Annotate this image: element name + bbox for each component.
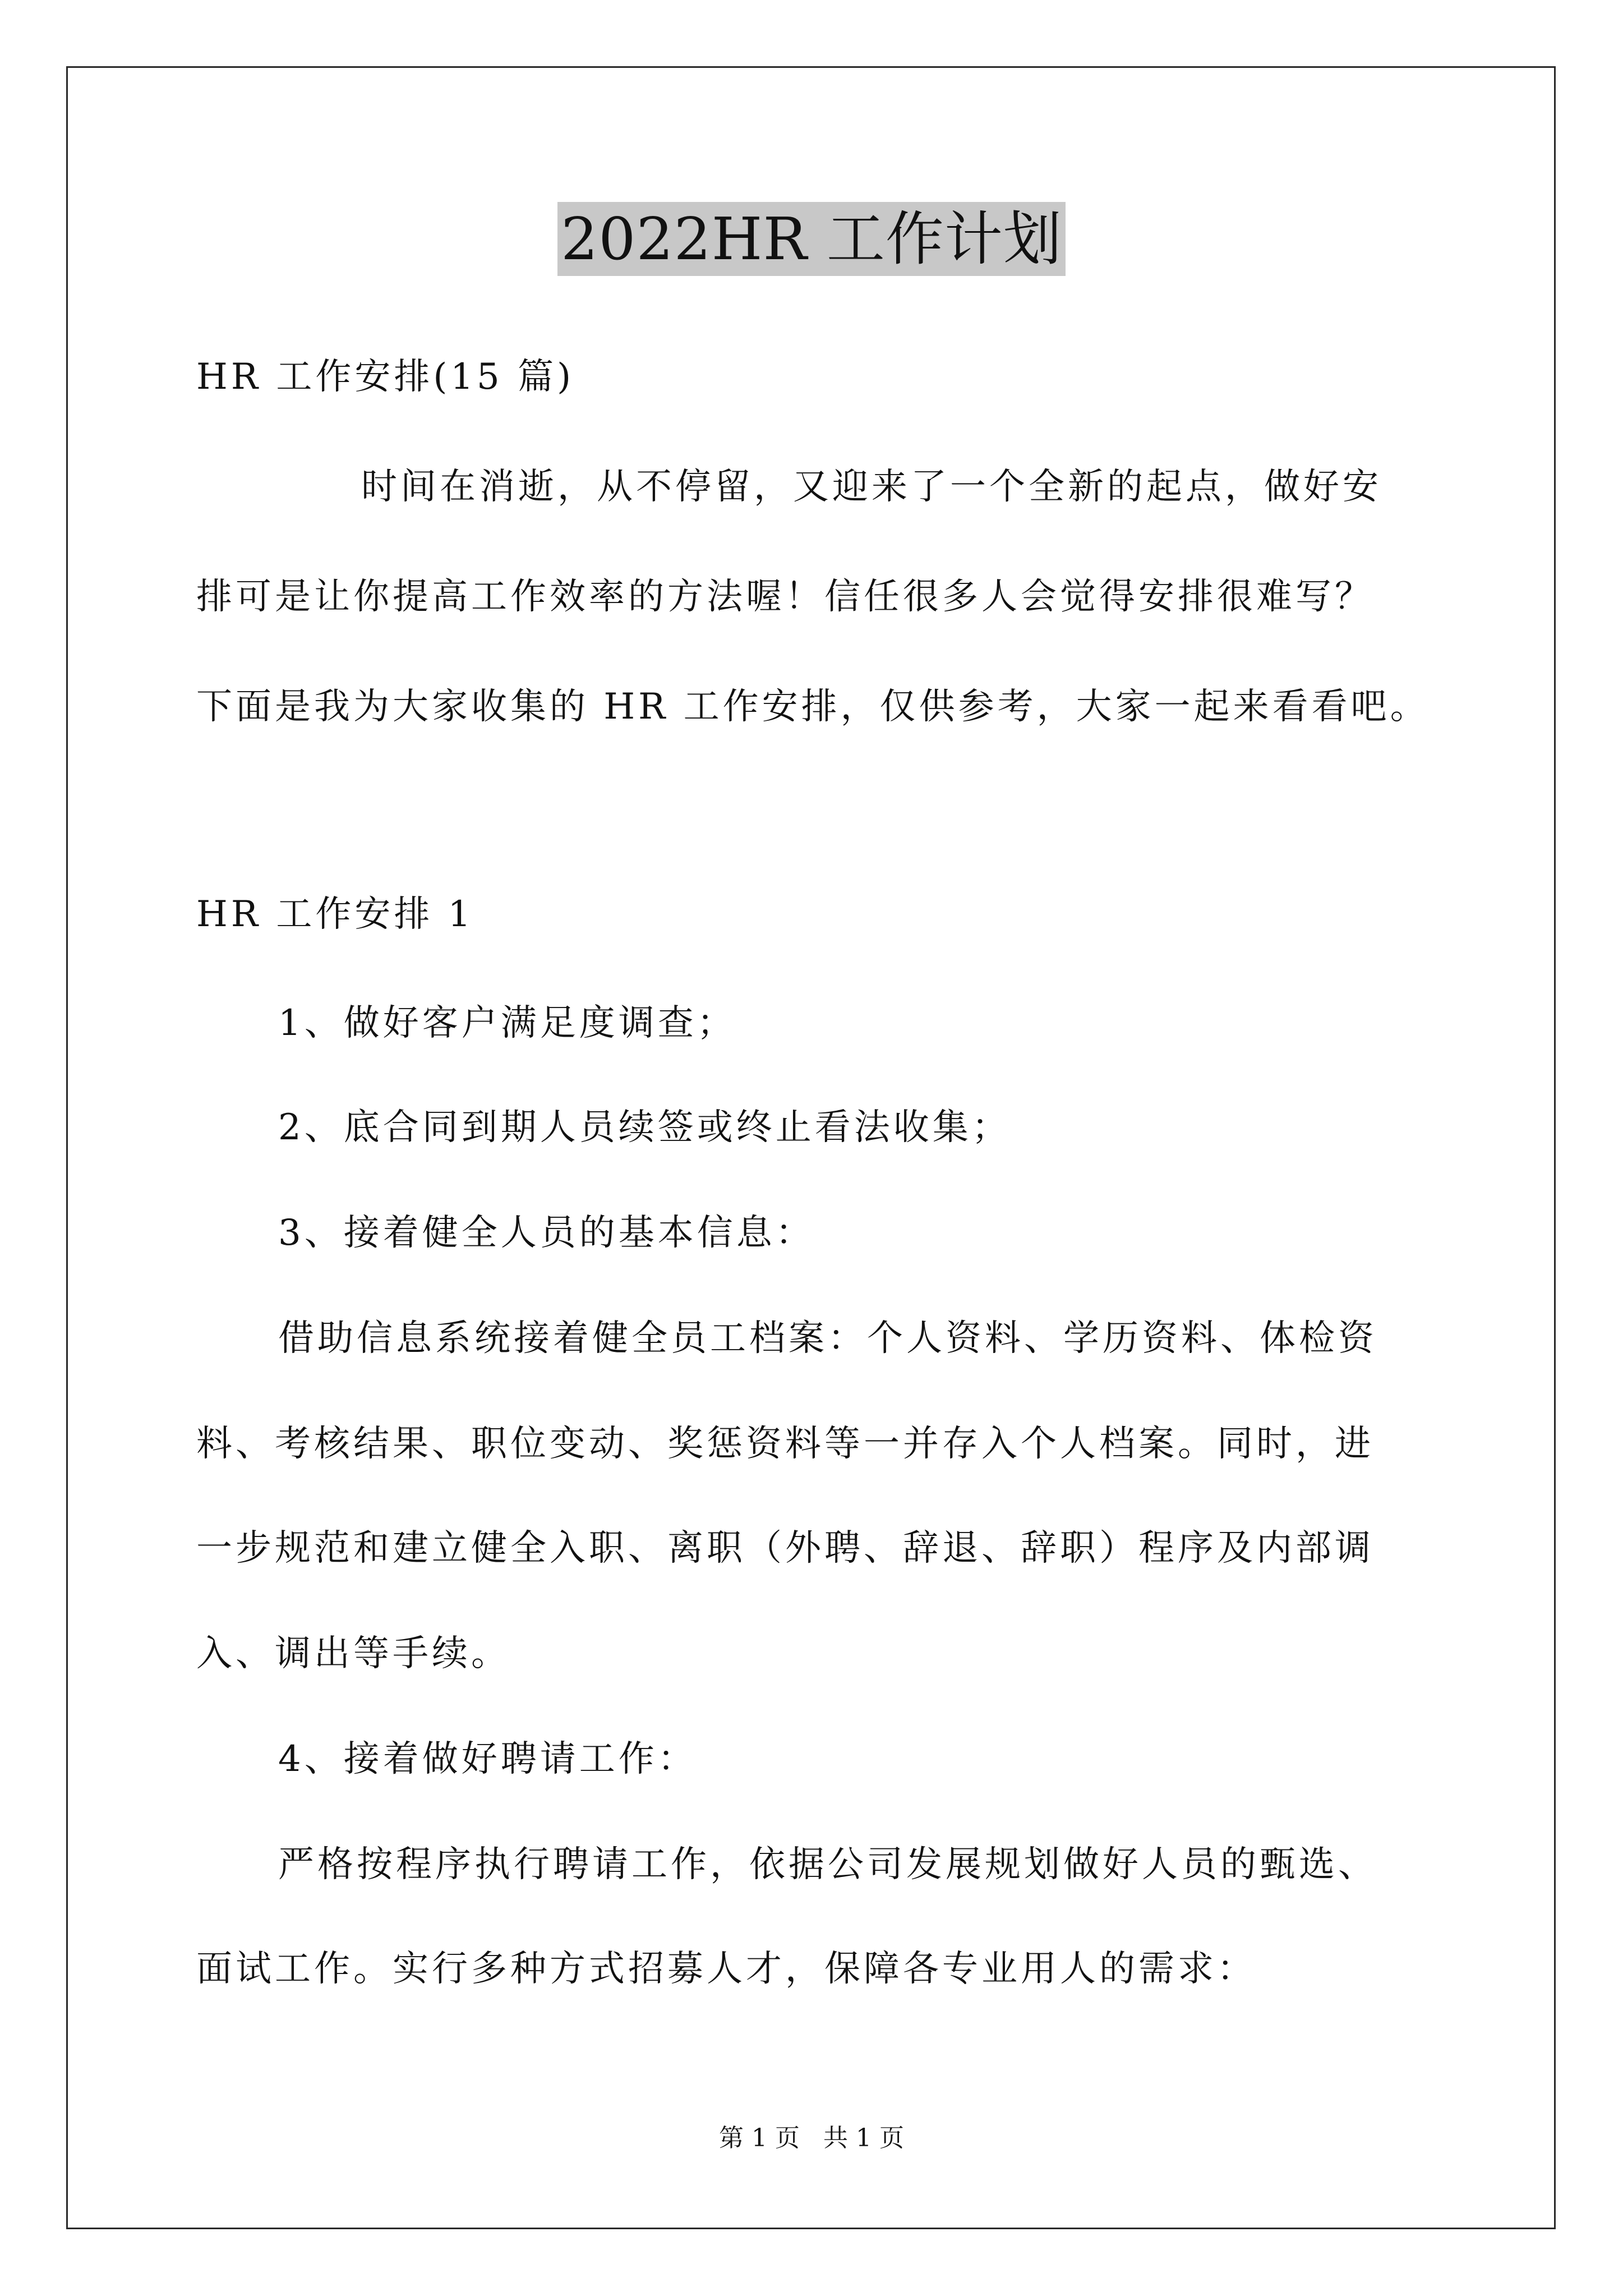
title-block: [0, 202, 1623, 276]
list-item: 2、底合同到期人员续签或终止看法收集；: [278, 1107, 1011, 1148]
body-paragraph-line: 面试工作。实行多种方式招募人才，保障各专业用人的需求：: [196, 1948, 1256, 1990]
list-item: 4、接着做好聘请工作：: [278, 1738, 697, 1780]
body-paragraph-line: 料、考核结果、职位变动、奖惩资料等一并存入个人档案。同时，进: [196, 1423, 1374, 1465]
page-footer: [0, 2123, 1623, 2154]
body-paragraph-line: 借助信息系统接着健全员工档案：个人资料、学历资料、体检资: [278, 1318, 1377, 1359]
body-paragraph-line: 一步规范和建立健全入职、离职（外聘、辞退、辞职）程序及内部调: [196, 1527, 1374, 1569]
subsection-heading: HR 工作安排 1: [196, 894, 474, 935]
intro-paragraph-line: 时间在消逝，从不停留，又迎来了一个全新的起点，做好安: [361, 466, 1382, 508]
page-number: 第 1 页: [719, 2124, 800, 2152]
list-item: 1、做好客户满足度调查；: [278, 1002, 736, 1044]
section-heading: HR 工作安排(15 篇): [196, 356, 575, 398]
page-total: 共 1 页: [823, 2124, 904, 2152]
body-paragraph-line: 严格按程序执行聘请工作，依据公司发展规划做好人员的甄选、: [278, 1844, 1377, 1885]
intro-paragraph-line: 下面是我为大家收集的 HR 工作安排，仅供参考，大家一起来看看吧。: [196, 686, 1430, 728]
document-title: 2022HR 工作计划: [557, 202, 1066, 276]
body-paragraph-line: 入、调出等手续。: [196, 1633, 510, 1674]
list-item: 3、接着健全人员的基本信息：: [278, 1212, 815, 1254]
intro-paragraph-line: 排可是让你提高工作效率的方法喔！信任很多人会觉得安排很难写？: [196, 576, 1374, 618]
